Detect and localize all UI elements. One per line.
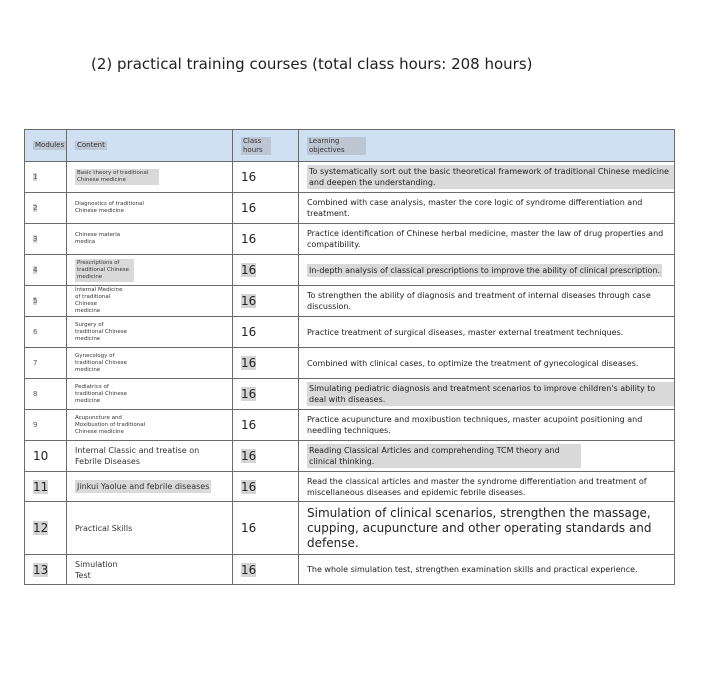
table-row [25, 472, 675, 502]
module-number: 4 [25, 255, 67, 286]
class-hours: 16 [233, 317, 299, 348]
course-content: Simulation Test [67, 555, 233, 585]
header-modules: Modules [25, 130, 67, 162]
learning-objective: Combined with case analysis, master the core logic of syndrome differentiation and treatment. [299, 193, 675, 224]
course-content: Prescriptions of traditional Chinese medicine [67, 255, 233, 286]
learning-objective: To strengthen the ability of diagnosis and treatment of internal diseases through case discussion. [299, 286, 675, 317]
learning-objective: Simulation of clinical scenarios, strengthen the massage, cupping, acupuncture and other operating standards and defense. [299, 502, 675, 555]
class-hours: 16 [233, 286, 299, 317]
course-content: Acupuncture and Moxibustion of traditional Chinese medicine [67, 410, 233, 441]
learning-objective: Practice acupuncture and moxibustion techniques, master acupoint positioning and needling techniques. [299, 410, 675, 441]
module-number: 5 [25, 286, 67, 317]
class-hours: 16 [233, 224, 299, 255]
header-learning-objectives: Learning objectives [299, 130, 675, 162]
course-content: Pediatrics of traditional Chinese medicine [67, 379, 233, 410]
page-title: (2) practical training courses (total class hours: 208 hours) [91, 55, 533, 73]
course-content: Jinkui Yaolue and febrile diseases [67, 472, 233, 502]
table-row [25, 441, 675, 472]
module-number: 2 [25, 193, 67, 224]
table-row [25, 317, 675, 348]
table-row [25, 193, 675, 224]
course-content: Diagnostics of traditional Chinese medicine [67, 193, 233, 224]
course-content: Basic theory of traditional Chinese medicine [67, 162, 233, 193]
learning-objective: Practice treatment of surgical diseases, master external treatment techniques. [299, 317, 675, 348]
module-number: 6 [25, 317, 67, 348]
learning-objective: Reading Classical Articles and comprehending TCM theory and clinical thinking. [299, 441, 675, 472]
table-row [25, 162, 675, 193]
table-row [25, 255, 675, 286]
module-number: 13 [25, 555, 67, 585]
table-row [25, 348, 675, 379]
table-row [25, 502, 675, 555]
module-number: 3 [25, 224, 67, 255]
course-content: Internal Classic and treatise on Febrile Diseases [67, 441, 233, 472]
learning-objective: In-depth analysis of classical prescriptions to improve the ability of clinical prescription. [299, 255, 675, 286]
module-number: 8 [25, 379, 67, 410]
table-row [25, 379, 675, 410]
course-content: Surgery of traditional Chinese medicine [67, 317, 233, 348]
class-hours: 16 [233, 441, 299, 472]
module-number: 7 [25, 348, 67, 379]
table-row [25, 555, 675, 585]
class-hours: 16 [233, 410, 299, 441]
courses-table [24, 129, 675, 585]
learning-objective: To systematically sort out the basic theoretical framework of traditional Chinese medicine and deepen the understanding. [299, 162, 675, 193]
course-content: Gynecology of traditional Chinese medicine [67, 348, 233, 379]
module-number: 11 [25, 472, 67, 502]
table-header-row [25, 130, 675, 162]
course-content: Chinese materia medica [67, 224, 233, 255]
class-hours: 16 [233, 162, 299, 193]
class-hours: 16 [233, 255, 299, 286]
class-hours: 16 [233, 193, 299, 224]
class-hours: 16 [233, 379, 299, 410]
class-hours: 16 [233, 502, 299, 555]
course-content: Internal Medicine of traditional Chinese medicine [67, 286, 233, 317]
learning-objective: The whole simulation test, strengthen examination skills and practical experience. [299, 555, 675, 585]
module-number: 1 [25, 162, 67, 193]
table-row [25, 286, 675, 317]
learning-objective: Combined with clinical cases, to optimize the treatment of gynecological diseases. [299, 348, 675, 379]
class-hours: 16 [233, 472, 299, 502]
learning-objective: Practice identification of Chinese herbal medicine, master the law of drug properties and compatibility. [299, 224, 675, 255]
table-row [25, 224, 675, 255]
header-content: Content [67, 130, 233, 162]
class-hours: 16 [233, 348, 299, 379]
learning-objective: Read the classical articles and master the syndrome differentiation and treatment of miscellaneous diseases and epidemic febrile diseases. [299, 472, 675, 502]
module-number: 9 [25, 410, 67, 441]
learning-objective: Simulating pediatric diagnosis and treatment scenarios to improve children's ability to deal with diseases. [299, 379, 675, 410]
module-number: 10 [25, 441, 67, 472]
module-number: 12 [25, 502, 67, 555]
table-row [25, 410, 675, 441]
course-content: Practical Skills [67, 502, 233, 555]
class-hours: 16 [233, 555, 299, 585]
header-class-hours: Class hours [233, 130, 299, 162]
